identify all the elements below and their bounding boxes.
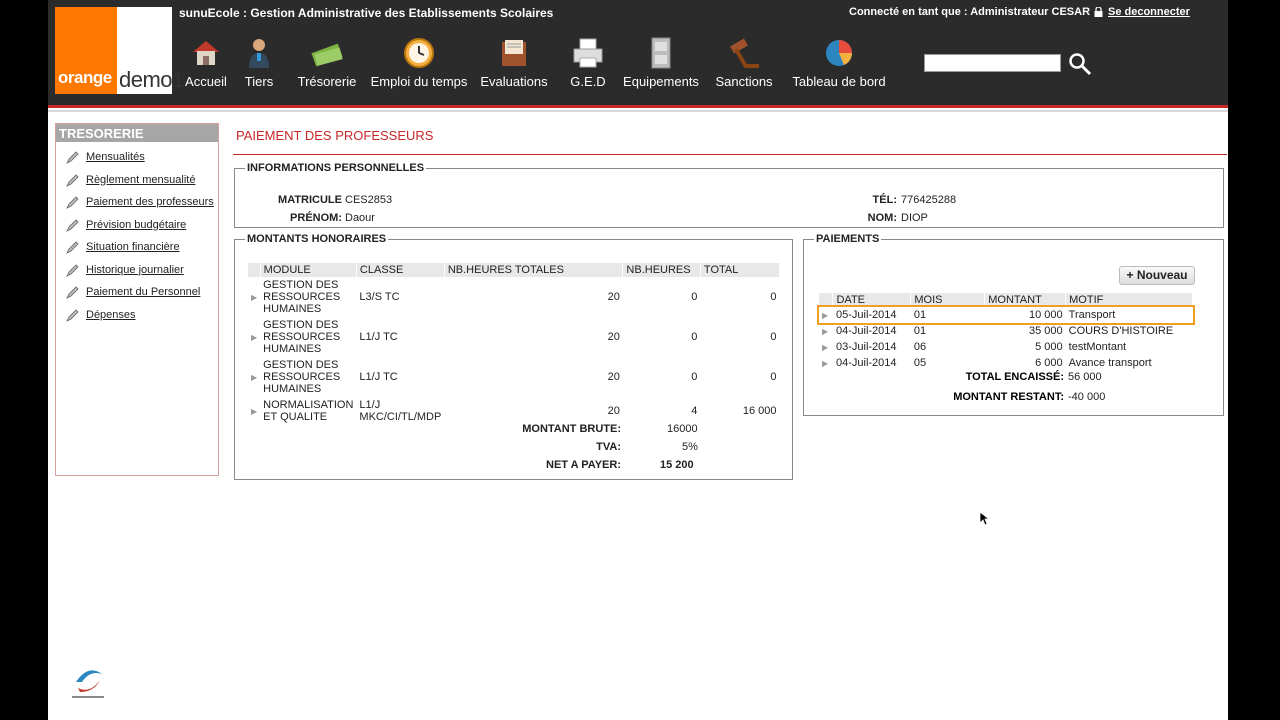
sidebar-item-paiement-professeurs[interactable] — [56, 191, 218, 214]
pen-icon — [65, 196, 80, 209]
nb-heures-totales-cell: 20 — [607, 331, 620, 343]
menu-emploi-du-temps[interactable] — [370, 36, 468, 96]
module-line: HUMAINES — [263, 383, 322, 395]
menu-label: Accueil — [185, 74, 227, 89]
menu-label: Sanctions — [715, 74, 773, 89]
date-cell: 05-Juil-2014 — [835, 309, 897, 321]
module-line: ET QUALITE — [263, 411, 328, 423]
menu-tableau-de-bord[interactable] — [786, 36, 892, 96]
expand-arrow-icon[interactable]: ▶ — [251, 332, 258, 342]
nb-heures-cell: 0 — [691, 371, 698, 383]
montant-restant-label: MONTANT RESTANT: — [953, 391, 1064, 403]
nb-heures-totales-cell: 20 — [607, 291, 620, 303]
module-line: RESSOURCES — [263, 331, 341, 343]
col-motif[interactable]: MOTIF — [1066, 293, 1193, 307]
table-row[interactable] — [248, 277, 780, 317]
table-row[interactable] — [248, 317, 780, 357]
sidebar-item-label: Prévision budgétaire — [86, 218, 187, 231]
classe-cell: L1/J TC — [359, 371, 398, 383]
cabinet-icon — [644, 36, 678, 70]
total-cell: 0 — [770, 291, 777, 303]
pen-icon — [65, 151, 80, 164]
menu-equipements[interactable] — [622, 36, 700, 96]
expand-arrow-icon[interactable]: ▶ — [822, 310, 829, 320]
table-row[interactable] — [819, 355, 1193, 371]
nouveau-label: Nouveau — [1136, 268, 1188, 282]
expand-arrow-icon[interactable]: ▶ — [822, 326, 829, 336]
paiements-header-row — [819, 293, 1193, 307]
total-encaisse-label: TOTAL ENCAISSÉ: — [965, 371, 1064, 383]
sidebar-item-historique-journalier[interactable] — [56, 259, 218, 282]
menu-tresorerie[interactable] — [296, 36, 358, 96]
tel-value: 776425288 — [901, 194, 957, 206]
classe-line: L1/J — [359, 399, 381, 411]
col-nb-heures[interactable]: NB.HEURES — [623, 263, 701, 277]
module-line: NORMALISATION — [263, 399, 354, 411]
table-row[interactable] — [248, 357, 780, 397]
montant-brute-value: 16000 — [667, 423, 698, 435]
logout-link[interactable]: Se deconnecter — [1108, 6, 1190, 18]
module-line: GESTION DES — [263, 359, 339, 371]
net-a-payer-label: NET A PAYER: — [546, 459, 621, 471]
menu-evaluations[interactable] — [480, 36, 548, 96]
montant-cell: 5 000 — [1035, 341, 1063, 353]
nb-heures-cell: 0 — [691, 291, 698, 303]
table-row[interactable] — [819, 323, 1193, 339]
col-nb-heures-totales[interactable]: NB.HEURES TOTALES — [444, 263, 623, 277]
orange-demo-logo[interactable] — [55, 7, 184, 94]
prenom-label: PRÉNOM: — [290, 212, 342, 224]
clock-icon — [402, 36, 436, 70]
classe-cell: L1/J TC — [359, 331, 398, 343]
date-cell: 03-Juil-2014 — [835, 341, 897, 353]
menu-accueil[interactable] — [184, 36, 228, 96]
prenom-value: Daour — [345, 212, 375, 224]
col-total[interactable]: TOTAL — [700, 263, 779, 277]
documents-icon — [497, 36, 531, 70]
motif-cell: Transport — [1068, 309, 1116, 321]
montant-cell: 35 000 — [1028, 325, 1063, 337]
sidebar-item-label: Historique journalier — [86, 263, 184, 276]
module-line: RESSOURCES — [263, 371, 341, 383]
plus-icon: + — [1126, 268, 1134, 282]
menu-label: Evaluations — [480, 74, 548, 89]
tel-label: TÉL: — [872, 194, 897, 206]
module-line: HUMAINES — [263, 343, 322, 355]
sidebar-item-prevision-budgetaire[interactable] — [56, 214, 218, 237]
paiements-legend: PAIEMENTS — [816, 233, 880, 245]
sidebar-item-mensualites[interactable] — [56, 146, 218, 169]
nouveau-button[interactable] — [1119, 266, 1195, 285]
motif-cell: COURS D'HISTOIRE — [1068, 325, 1174, 337]
menu-label: G.E.D — [570, 74, 606, 89]
sidebar-item-label: Règlement mensualité — [86, 173, 196, 186]
logo-word: orange — [58, 68, 112, 87]
module-line: GESTION DES — [263, 279, 339, 291]
sidebar-title: TRESORERIE — [56, 124, 218, 142]
money-icon — [310, 36, 344, 70]
sidebar-item-situation-financiere[interactable] — [56, 236, 218, 259]
montant-cell: 10 000 — [1028, 309, 1063, 321]
page-title: PAIEMENT DES PROFESSEURS — [236, 128, 434, 143]
numherit-logo-icon — [68, 660, 108, 704]
expand-arrow-icon[interactable]: ▶ — [822, 342, 829, 352]
module-line: GESTION DES — [263, 319, 339, 331]
total-encaisse-value: 56 000 — [1068, 371, 1102, 383]
classe-cell: L3/S TC — [359, 291, 400, 303]
info-legend: INFORMATIONS PERSONNELLES — [247, 162, 425, 174]
sidebar-item-label: Dépenses — [86, 308, 136, 321]
nb-heures-totales-cell: 20 — [607, 405, 620, 417]
app-window — [48, 0, 1228, 720]
montant-brute-label: MONTANT BRUTE: — [522, 423, 621, 435]
house-icon — [189, 36, 223, 70]
module-line: HUMAINES — [263, 303, 322, 315]
honoraires-legend: MONTANTS HONORAIRES — [247, 233, 387, 245]
search-input[interactable] — [924, 54, 1061, 72]
menu-label: Equipements — [623, 74, 699, 89]
top-bar — [48, 0, 1228, 108]
expand-arrow-icon[interactable]: ▶ — [251, 292, 258, 302]
printer-icon — [571, 36, 605, 70]
expand-arrow-icon[interactable]: ▶ — [822, 358, 829, 368]
search-icon[interactable] — [1068, 52, 1092, 76]
menu-label: Emploi du temps — [370, 74, 468, 89]
col-mois[interactable]: MOIS — [911, 293, 985, 307]
nb-heures-cell: 4 — [691, 405, 698, 417]
sidebar-item-label: Mensualités — [86, 151, 145, 163]
matricule-value: CES2853 — [345, 194, 393, 206]
honoraires-header-row — [248, 263, 780, 277]
motif-cell: Avance transport — [1068, 357, 1152, 369]
expand-arrow-icon[interactable]: ▶ — [251, 372, 258, 382]
title-divider — [233, 154, 1227, 155]
pen-icon — [65, 219, 80, 232]
table-row[interactable] — [248, 397, 780, 425]
nb-heures-cell: 0 — [691, 331, 698, 343]
sidebar-item-label: Paiement du Personnel — [86, 286, 201, 298]
mois-cell: 06 — [913, 341, 927, 353]
logo-demo: demo1 — [119, 67, 184, 92]
nb-heures-totales-cell: 20 — [607, 371, 620, 383]
sidebar-item-paiement-personnel[interactable] — [56, 281, 218, 304]
menu-label: Tableau de bord — [792, 74, 886, 89]
sidebar-item-label: Paiement des professeurs — [86, 196, 214, 208]
menu-label: Trésorerie — [297, 74, 357, 89]
app-title: sunuEcole : Gestion Administrative des Etablissements Scolaires — [179, 6, 554, 20]
module-line: RESSOURCES — [263, 291, 341, 303]
mouse-cursor-icon — [979, 511, 989, 526]
nom-label: NOM: — [867, 212, 897, 224]
expand-arrow-icon[interactable]: ▶ — [251, 406, 258, 416]
col-classe[interactable]: CLASSE — [356, 263, 444, 277]
paiements-panel — [803, 233, 1224, 416]
mois-cell: 01 — [913, 325, 927, 337]
table-row-selected[interactable] — [819, 307, 1193, 323]
mois-cell: 01 — [913, 309, 927, 321]
date-cell: 04-Juil-2014 — [835, 325, 897, 337]
total-cell: 0 — [770, 371, 777, 383]
classe-line: MKC/CI/TL/MDP — [359, 411, 442, 423]
menu-label: Tiers — [244, 74, 274, 89]
table-row[interactable] — [819, 339, 1193, 355]
matricule-label: MATRICULE — [278, 194, 342, 206]
montant-restant-value: -40 000 — [1068, 391, 1106, 403]
total-cell: 0 — [770, 331, 777, 343]
tva-value: 5% — [682, 441, 698, 453]
info-personnelles-panel — [234, 162, 1224, 228]
mois-cell: 05 — [913, 357, 927, 369]
sidebar-item-reglement-mensualite[interactable] — [56, 169, 218, 192]
menu-tiers[interactable] — [240, 36, 278, 96]
motif-cell: testMontant — [1068, 341, 1127, 353]
pie-chart-icon — [822, 36, 856, 70]
gavel-icon — [727, 36, 761, 70]
menu-sanctions[interactable] — [714, 36, 774, 96]
menu-ged[interactable] — [568, 36, 608, 96]
pen-icon — [65, 241, 80, 254]
pen-icon — [65, 309, 80, 322]
paiements-table — [819, 293, 1193, 371]
sidebar — [55, 123, 219, 476]
sidebar-item-depenses[interactable] — [56, 304, 218, 327]
honoraires-table — [248, 263, 780, 425]
col-date[interactable]: DATE — [833, 293, 911, 307]
tva-label: TVA: — [596, 441, 621, 453]
total-cell: 16 000 — [742, 405, 777, 417]
pen-icon — [65, 286, 80, 299]
lock-icon — [1094, 7, 1103, 17]
pen-icon — [65, 264, 80, 277]
person-icon — [242, 36, 276, 70]
date-cell: 04-Juil-2014 — [835, 357, 897, 369]
montants-honoraires-panel — [234, 233, 793, 480]
pen-icon — [65, 174, 80, 187]
net-a-payer-value: 15 200 — [660, 459, 694, 471]
sidebar-item-label: Situation financière — [86, 241, 180, 253]
montant-cell: 6 000 — [1035, 357, 1063, 369]
col-module[interactable]: MODULE — [260, 263, 356, 277]
connected-user: Connecté en tant que : Administrateur CESAR — [849, 6, 1091, 18]
nom-value: DIOP — [901, 212, 928, 224]
col-montant[interactable]: MONTANT — [985, 293, 1066, 307]
